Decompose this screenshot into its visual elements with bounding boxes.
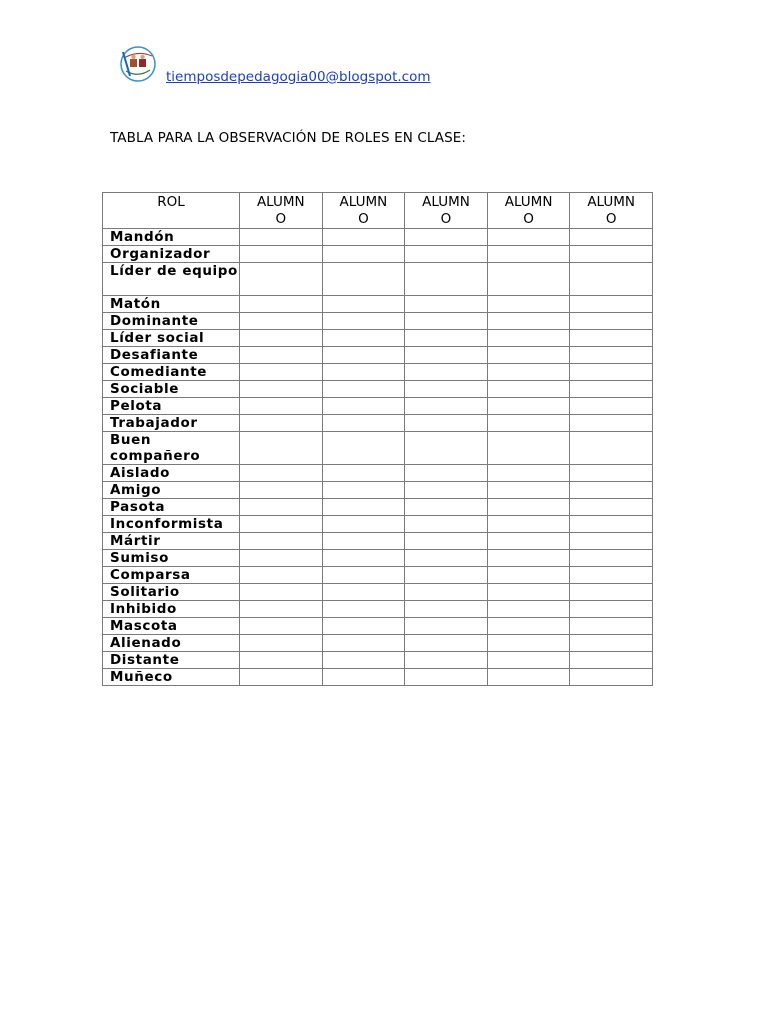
- alumno-observation-cell[interactable]: [487, 296, 570, 313]
- table-header-row: [103, 193, 653, 229]
- alumno-observation-cell[interactable]: [322, 330, 405, 347]
- role-label-cell: Organizador: [103, 246, 240, 263]
- alumno-observation-cell[interactable]: [240, 584, 323, 601]
- alumno-observation-cell[interactable]: [322, 364, 405, 381]
- alumno-observation-cell[interactable]: [405, 516, 488, 533]
- role-label-cell: Líder social: [103, 330, 240, 347]
- alumno-observation-cell[interactable]: [322, 635, 405, 652]
- alumno-observation-cell[interactable]: [405, 330, 488, 347]
- role-label-cell: Mascota: [103, 618, 240, 635]
- alumno-observation-cell[interactable]: [405, 364, 488, 381]
- alumno-observation-cell[interactable]: [570, 229, 653, 246]
- role-label-cell: Comediante: [103, 364, 240, 381]
- role-label-cell: Líder de equipo: [103, 263, 240, 296]
- role-label-cell: Buen compañero: [103, 432, 240, 465]
- alumno-observation-cell[interactable]: [405, 482, 488, 499]
- alumno-observation-cell[interactable]: [487, 652, 570, 669]
- role-label-cell: Muñeco: [103, 669, 240, 686]
- alumno-observation-cell[interactable]: [570, 516, 653, 533]
- alumno-observation-cell[interactable]: [405, 584, 488, 601]
- alumno-observation-cell[interactable]: [570, 465, 653, 482]
- alumno-observation-cell[interactable]: [487, 398, 570, 415]
- alumno-observation-cell[interactable]: [240, 313, 323, 330]
- alumno-observation-cell[interactable]: [487, 482, 570, 499]
- alumno-observation-cell[interactable]: [487, 415, 570, 432]
- table-row: [103, 229, 653, 246]
- alumno-observation-cell[interactable]: [240, 601, 323, 618]
- alumno-observation-cell[interactable]: [322, 296, 405, 313]
- table-row: [103, 398, 653, 415]
- table-row: [103, 533, 653, 550]
- alumno-observation-cell[interactable]: [570, 347, 653, 364]
- alumno-observation-cell[interactable]: [322, 398, 405, 415]
- role-label-cell: Alienado: [103, 635, 240, 652]
- alumno-observation-cell[interactable]: [405, 618, 488, 635]
- alumno-observation-cell[interactable]: [405, 381, 488, 398]
- column-header-alumno-2: [322, 193, 405, 229]
- alumno-observation-cell[interactable]: [322, 669, 405, 686]
- column-header-label: ALUMNO: [339, 194, 388, 227]
- alumno-observation-cell[interactable]: [322, 533, 405, 550]
- column-header-label: ALUMNO: [422, 194, 470, 227]
- alumno-observation-cell[interactable]: [240, 550, 323, 567]
- alumno-observation-cell[interactable]: [570, 652, 653, 669]
- alumno-observation-cell[interactable]: [570, 533, 653, 550]
- alumno-observation-cell[interactable]: [322, 601, 405, 618]
- alumno-observation-cell[interactable]: [240, 296, 323, 313]
- alumno-observation-cell[interactable]: [405, 567, 488, 584]
- alumno-observation-cell[interactable]: [322, 246, 405, 263]
- alumno-observation-cell[interactable]: [487, 635, 570, 652]
- alumno-observation-cell[interactable]: [322, 263, 405, 296]
- alumno-observation-cell[interactable]: [487, 347, 570, 364]
- role-label-cell: Sumiso: [103, 550, 240, 567]
- alumno-observation-cell[interactable]: [570, 330, 653, 347]
- column-header-alumno-4: [487, 193, 570, 229]
- column-header-rol: ROL: [103, 193, 240, 229]
- alumno-observation-cell[interactable]: [240, 516, 323, 533]
- table-row: [103, 567, 653, 584]
- alumno-observation-cell[interactable]: [240, 533, 323, 550]
- alumno-observation-cell[interactable]: [487, 550, 570, 567]
- alumno-observation-cell[interactable]: [487, 263, 570, 296]
- table-row: [103, 601, 653, 618]
- alumno-observation-cell[interactable]: [322, 499, 405, 516]
- alumno-observation-cell[interactable]: [240, 415, 323, 432]
- table-row: [103, 432, 653, 465]
- alumno-observation-cell[interactable]: [487, 246, 570, 263]
- table-row: [103, 652, 653, 669]
- alumno-observation-cell[interactable]: [570, 567, 653, 584]
- alumno-observation-cell[interactable]: [240, 381, 323, 398]
- role-label-cell: Pelota: [103, 398, 240, 415]
- column-header-alumno-1: [240, 193, 323, 229]
- alumno-observation-cell[interactable]: [240, 263, 323, 296]
- alumno-observation-cell[interactable]: [322, 482, 405, 499]
- alumno-observation-cell[interactable]: [570, 364, 653, 381]
- table-row: [103, 364, 653, 381]
- alumno-observation-cell[interactable]: [487, 499, 570, 516]
- alumno-observation-cell[interactable]: [405, 347, 488, 364]
- role-label-cell: Aislado: [103, 465, 240, 482]
- alumno-observation-cell[interactable]: [322, 652, 405, 669]
- alumno-observation-cell[interactable]: [487, 229, 570, 246]
- alumno-observation-cell[interactable]: [570, 618, 653, 635]
- table-row: [103, 415, 653, 432]
- alumno-observation-cell[interactable]: [405, 550, 488, 567]
- column-header-label: ALUMNO: [256, 194, 305, 227]
- role-label-cell: Mártir: [103, 533, 240, 550]
- role-label-cell: Pasota: [103, 499, 240, 516]
- alumno-observation-cell[interactable]: [405, 263, 488, 296]
- alumno-observation-cell[interactable]: [240, 618, 323, 635]
- alumno-observation-cell[interactable]: [570, 635, 653, 652]
- role-label-cell: Inhibido: [103, 601, 240, 618]
- alumno-observation-cell[interactable]: [570, 550, 653, 567]
- column-header-alumno-3: [405, 193, 488, 229]
- alumno-observation-cell[interactable]: [240, 432, 323, 465]
- alumno-observation-cell[interactable]: [487, 669, 570, 686]
- alumno-observation-cell[interactable]: [405, 246, 488, 263]
- alumno-observation-cell[interactable]: [322, 567, 405, 584]
- role-label-cell: Comparsa: [103, 567, 240, 584]
- page-title: TABLA PARA LA OBSERVACIÓN DE ROLES EN CLASE:: [110, 130, 467, 146]
- alumno-observation-cell[interactable]: [570, 263, 653, 296]
- alumno-observation-cell[interactable]: [322, 432, 405, 465]
- alumno-observation-cell[interactable]: [240, 669, 323, 686]
- alumno-observation-cell[interactable]: [240, 229, 323, 246]
- alumno-observation-cell[interactable]: [405, 601, 488, 618]
- role-label-cell: Desafiante: [103, 347, 240, 364]
- alumno-observation-cell[interactable]: [570, 584, 653, 601]
- alumno-observation-cell[interactable]: [322, 550, 405, 567]
- alumno-observation-cell[interactable]: [487, 465, 570, 482]
- column-header-label: ALUMNO: [504, 194, 553, 227]
- alumno-observation-cell[interactable]: [570, 415, 653, 432]
- alumno-observation-cell[interactable]: [405, 296, 488, 313]
- alumno-observation-cell[interactable]: [322, 618, 405, 635]
- column-header-alumno-5: [570, 193, 653, 229]
- alumno-observation-cell[interactable]: [570, 499, 653, 516]
- alumno-observation-cell[interactable]: [240, 330, 323, 347]
- alumno-observation-cell[interactable]: [322, 381, 405, 398]
- alumno-observation-cell[interactable]: [487, 364, 570, 381]
- alumno-observation-cell[interactable]: [570, 432, 653, 465]
- alumno-observation-cell[interactable]: [570, 381, 653, 398]
- alumno-observation-cell[interactable]: [405, 533, 488, 550]
- table-row: [103, 347, 653, 364]
- alumno-observation-cell[interactable]: [322, 584, 405, 601]
- alumno-observation-cell[interactable]: [570, 669, 653, 686]
- alumno-observation-cell[interactable]: [487, 601, 570, 618]
- alumno-observation-cell[interactable]: [240, 635, 323, 652]
- alumno-observation-cell[interactable]: [570, 398, 653, 415]
- alumno-observation-cell[interactable]: [405, 398, 488, 415]
- alumno-observation-cell[interactable]: [570, 601, 653, 618]
- alumno-observation-cell[interactable]: [322, 415, 405, 432]
- table-row: [103, 263, 653, 296]
- alumno-observation-cell[interactable]: [405, 313, 488, 330]
- alumno-observation-cell[interactable]: [570, 296, 653, 313]
- table-row: [103, 296, 653, 313]
- table-row: [103, 482, 653, 499]
- role-label-cell: Dominante: [103, 313, 240, 330]
- table-row: [103, 635, 653, 652]
- alumno-observation-cell[interactable]: [487, 618, 570, 635]
- alumno-observation-cell[interactable]: [240, 347, 323, 364]
- alumno-observation-cell[interactable]: [322, 229, 405, 246]
- alumno-observation-cell[interactable]: [487, 567, 570, 584]
- alumno-observation-cell[interactable]: [487, 381, 570, 398]
- alumno-observation-cell[interactable]: [487, 432, 570, 465]
- table-row: [103, 516, 653, 533]
- alumno-observation-cell[interactable]: [240, 246, 323, 263]
- role-label-cell: Amigo: [103, 482, 240, 499]
- alumno-observation-cell[interactable]: [487, 516, 570, 533]
- alumno-observation-cell[interactable]: [240, 652, 323, 669]
- alumno-observation-cell[interactable]: [240, 398, 323, 415]
- alumno-observation-cell[interactable]: [487, 533, 570, 550]
- role-label-cell: Inconformista: [103, 516, 240, 533]
- alumno-observation-cell[interactable]: [405, 432, 488, 465]
- alumno-observation-cell[interactable]: [570, 246, 653, 263]
- alumno-observation-cell[interactable]: [405, 635, 488, 652]
- table-row: [103, 669, 653, 686]
- alumno-observation-cell[interactable]: [405, 669, 488, 686]
- table-row: [103, 499, 653, 516]
- alumno-observation-cell[interactable]: [487, 313, 570, 330]
- alumno-observation-cell[interactable]: [240, 567, 323, 584]
- table-row: [103, 465, 653, 482]
- alumno-observation-cell[interactable]: [240, 364, 323, 381]
- table-row: [103, 246, 653, 263]
- alumno-observation-cell[interactable]: [322, 347, 405, 364]
- table-row: [103, 330, 653, 347]
- alumno-observation-cell[interactable]: [240, 482, 323, 499]
- role-label-cell: Distante: [103, 652, 240, 669]
- role-label-cell: Sociable: [103, 381, 240, 398]
- role-label-cell: Trabajador: [103, 415, 240, 432]
- alumno-observation-cell[interactable]: [570, 313, 653, 330]
- table-row: [103, 618, 653, 635]
- roles-observation-table: [102, 192, 653, 686]
- alumno-observation-cell[interactable]: [405, 415, 488, 432]
- table-row: [103, 313, 653, 330]
- alumno-observation-cell[interactable]: [405, 465, 488, 482]
- role-label-cell: Mandón: [103, 229, 240, 246]
- alumno-observation-cell[interactable]: [570, 482, 653, 499]
- blog-email-link[interactable]: tiemposdepedagogia00@blogspot.com: [166, 69, 431, 85]
- alumno-observation-cell[interactable]: [322, 313, 405, 330]
- alumno-observation-cell[interactable]: [322, 465, 405, 482]
- alumno-observation-cell[interactable]: [405, 229, 488, 246]
- blog-logo-icon: [118, 44, 158, 84]
- alumno-observation-cell[interactable]: [487, 330, 570, 347]
- alumno-observation-cell[interactable]: [405, 499, 488, 516]
- table-row: [103, 584, 653, 601]
- table-row: [103, 381, 653, 398]
- role-label-cell: Matón: [103, 296, 240, 313]
- alumno-observation-cell[interactable]: [240, 499, 323, 516]
- column-header-label: ALUMNO: [587, 194, 636, 227]
- alumno-observation-cell[interactable]: [405, 652, 488, 669]
- table-row: [103, 550, 653, 567]
- alumno-observation-cell[interactable]: [322, 516, 405, 533]
- alumno-observation-cell[interactable]: [487, 584, 570, 601]
- alumno-observation-cell[interactable]: [240, 465, 323, 482]
- roles-table-body: [103, 229, 653, 686]
- role-label-cell: Solitario: [103, 584, 240, 601]
